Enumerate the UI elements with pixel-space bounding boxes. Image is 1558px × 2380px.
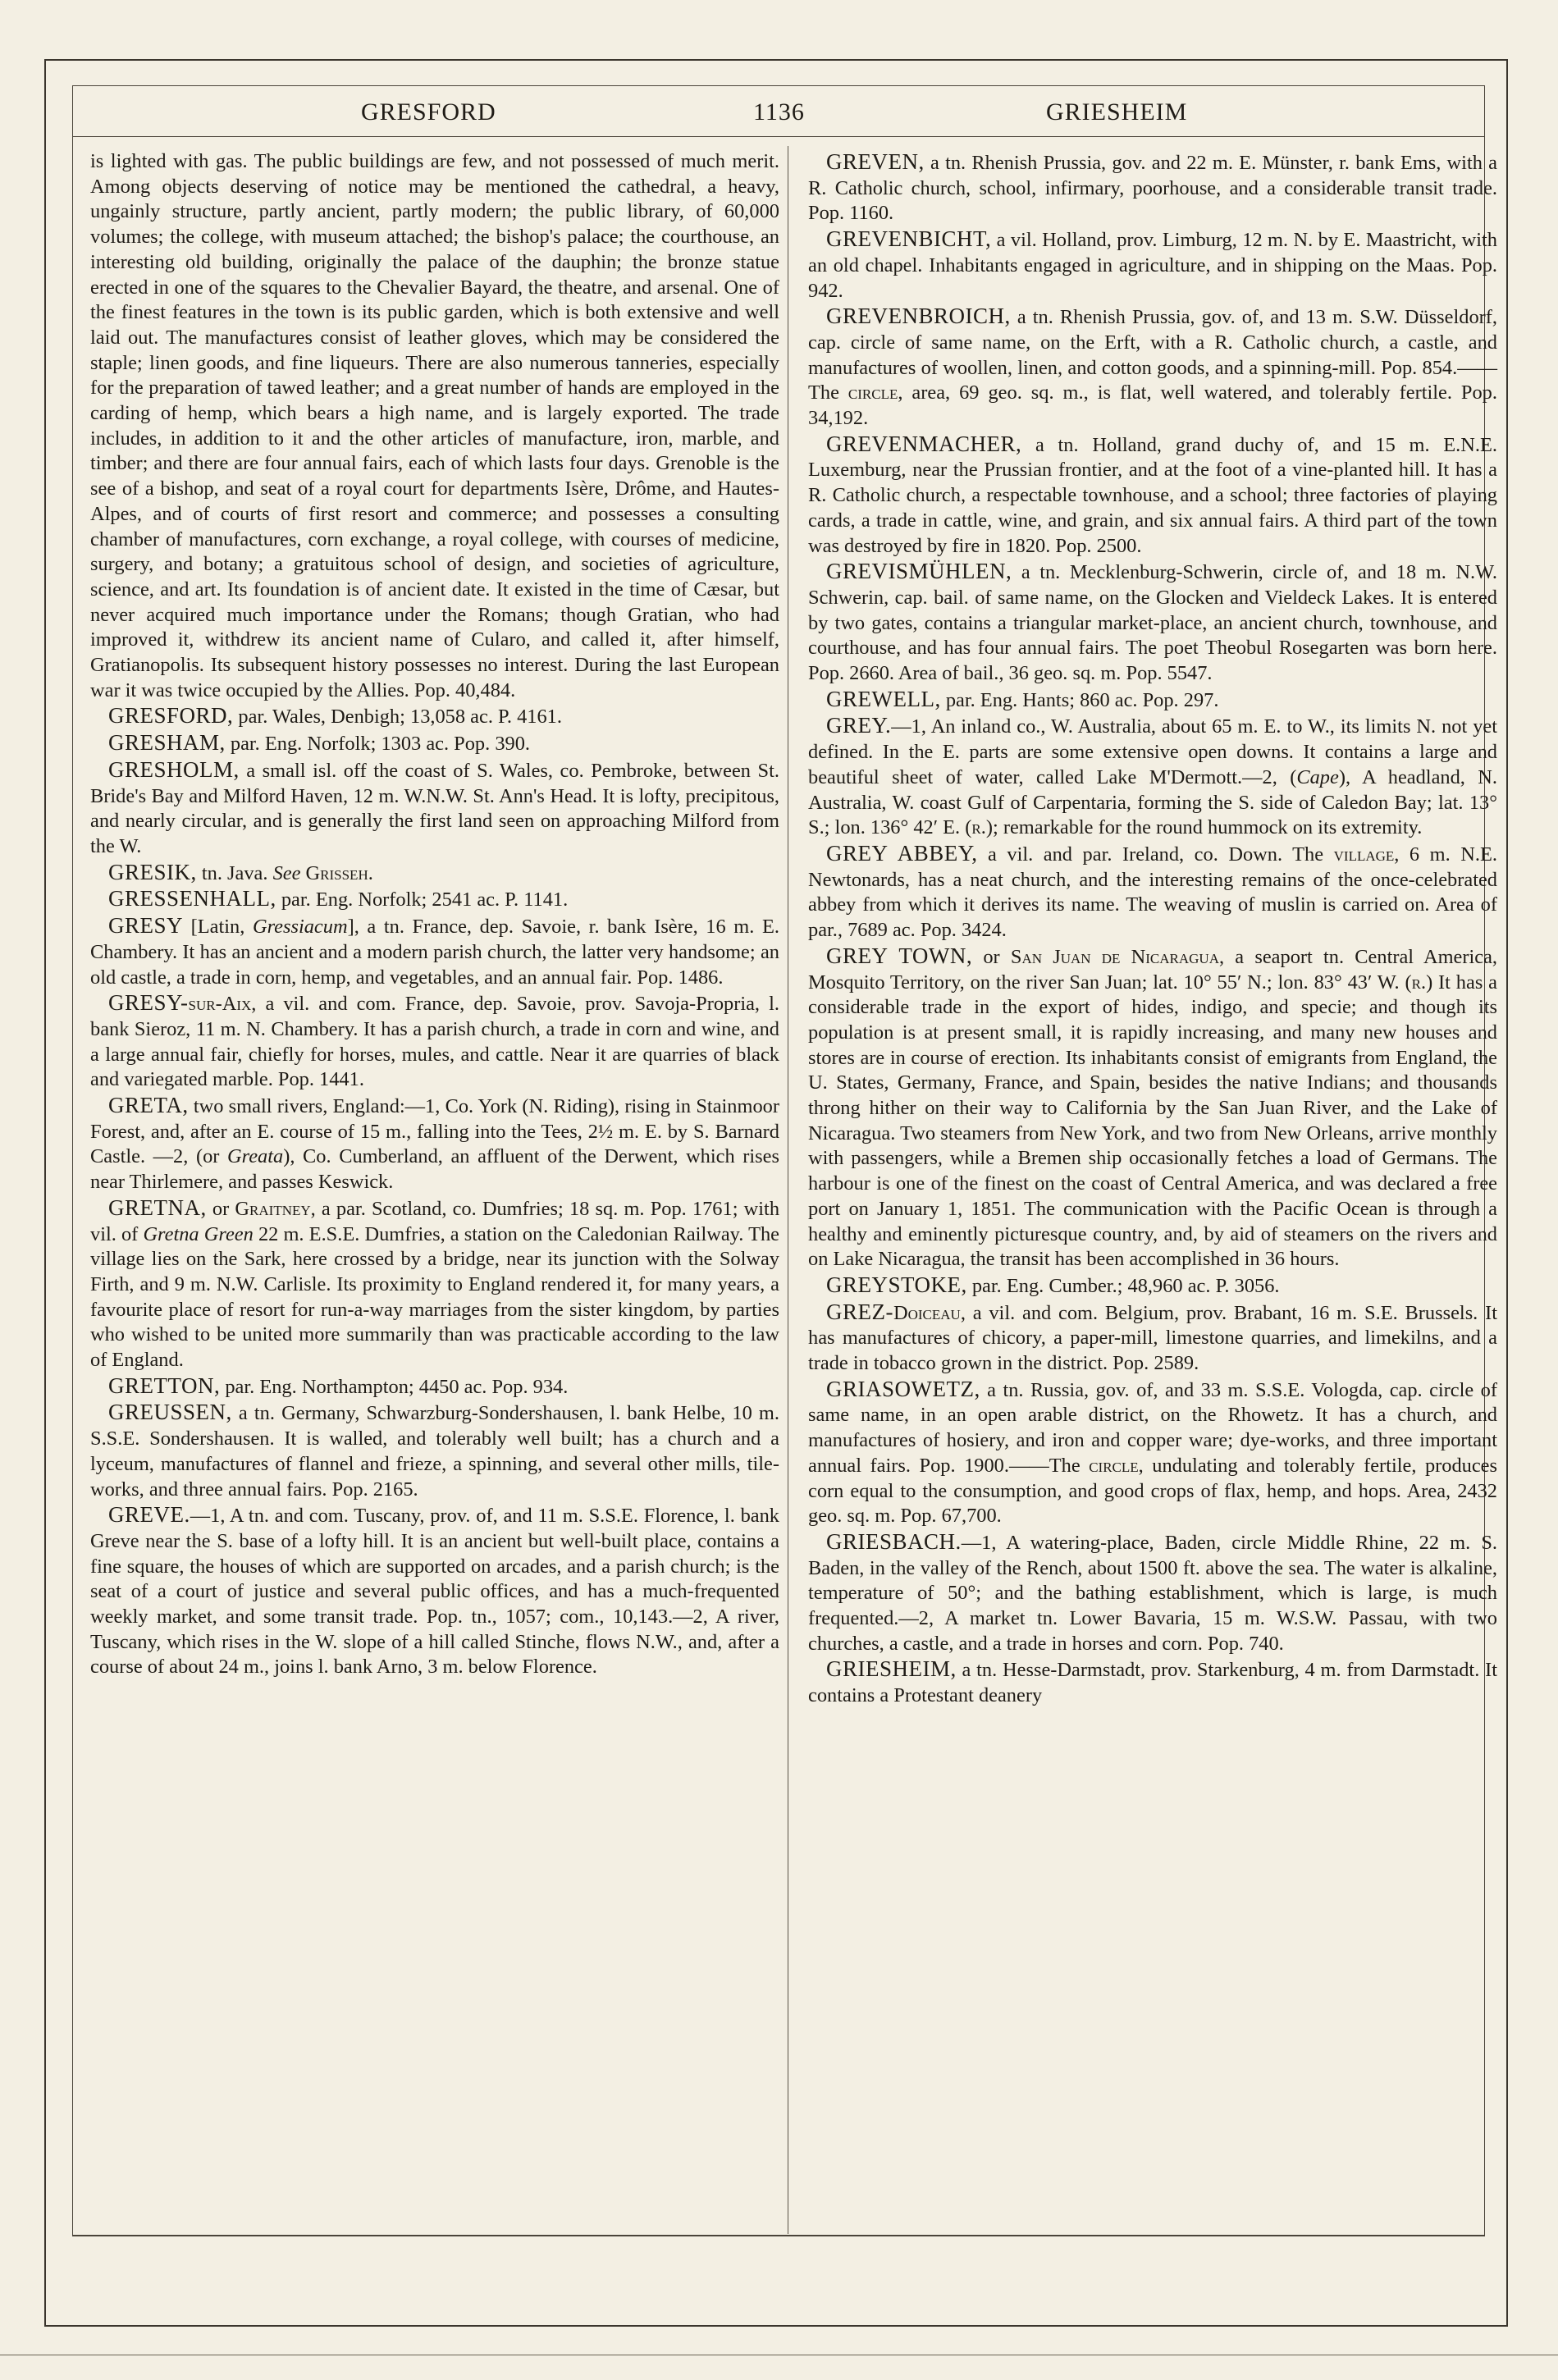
entry-text: ), Co. Cumberland, an affluent of the Derwent, which rises near Thirlemere, and passes Keswick. xyxy=(90,1145,779,1194)
entry-text: —1, A watering-place, Baden, circle Middle Rhine, 22 m. S. Baden, in the valley of the Rench, about 1500 ft. above the sea. The water is alkaline, temperature of 50°; and the bathing establishment, which is large, is much frequented.—2, A market tn. Lower Bavaria, 15 m. W.S.W. Passau, with two churches, a castle, and a trade in horses and corn. Pop. 740. xyxy=(808,1531,1497,1655)
headword: GRETNA, xyxy=(108,1195,207,1220)
footer-rule xyxy=(72,2235,1485,2236)
headword: GRIESHEIM, xyxy=(826,1656,957,1682)
headword: GRESSENHALL, xyxy=(108,886,276,911)
entry-text: a tn. Hesse-Darmstadt, prov. Starkenburg, 4 m. from Darmstadt. It contains a Protestant deanery xyxy=(808,1659,1497,1707)
headword: GREZ- xyxy=(826,1299,893,1324)
entry-gressenhall xyxy=(90,886,779,913)
headword: GRESIK, xyxy=(108,859,197,884)
entry-text: par. Eng. Northampton; 4450 ac. Pop. 934. xyxy=(220,1375,569,1398)
entry-gresik xyxy=(90,860,779,887)
entry-grevenbroich xyxy=(808,304,1497,432)
headword: GRESFORD, xyxy=(108,703,234,729)
alt-name: San Juan de Nicaragua, xyxy=(1010,945,1225,968)
headword: GREY ABBEY, xyxy=(826,840,978,866)
entry-text: a tn. Russia, gov. of, and 33 m. S.S.E. Vologda, cap. circle of same name, in an open arable district, on the Rhowetz. It has a church, and manufactures of hosiery, and iron and copper ware; dye-works, and three important annual fairs. Pop. 1900.——The xyxy=(808,1378,1497,1477)
latin-name: Gressiacum xyxy=(252,916,348,939)
headword: GREVE. xyxy=(108,1502,190,1528)
entry-text: a tn. Mecklenburg-Schwerin, circle of, and 18 m. N.W. Schwerin, cap. bail. of same name, on the Glocken and Vieldeck Lakes. It is entered by two gates, contains a triangular market-place, an ancient church, townhouse, and courthouse, and has four annual fairs. The poet Theobul Rosegarten was born here. Pop. 2660. Area of bail., 36 geo. sq. m. Pop. 5547. xyxy=(808,561,1497,685)
entry-greta xyxy=(90,1093,779,1195)
alt-name: Greata xyxy=(227,1145,284,1168)
entry-grey-town xyxy=(808,943,1497,1272)
entry-text: a vil. Holland, prov. Limburg, 12 m. N. by E. Maastricht, with an old chapel. Inhabitants engaged in agriculture, and in shipping on the Maas. Pop. 942. xyxy=(808,229,1497,302)
entry-greussen xyxy=(90,1400,779,1502)
entry-text: or xyxy=(206,1197,235,1220)
circle-label: circle, xyxy=(1089,1454,1144,1477)
entry-gretton xyxy=(90,1373,779,1400)
cape-label: Cape xyxy=(1296,765,1339,788)
entry-grevenmacher xyxy=(808,432,1497,560)
running-head-left: GRESFORD xyxy=(361,98,496,126)
entry-gresholm xyxy=(90,757,779,860)
headword: GRETA, xyxy=(108,1093,189,1118)
entry-text: tn. Java. xyxy=(196,861,273,884)
entry-text: a tn. Rhenish Prussia, gov. of, and 13 m. S.W. Düsseldorf, cap. circle of same name, on the Erft, with a R. Catholic church, a castle, and manufactures of woollen, linen, and cotton goods, and a spinning-mill. Pop. 854.——The xyxy=(808,306,1497,404)
reference-mark: r. xyxy=(971,816,986,839)
entry-gretna xyxy=(90,1195,779,1373)
entry-text: undulating and tolerably fertile, produces corn equal to the consumption, and good crops of flax, hemp, and hops. Area, 2432 geo. sq. m. Pop. 67,700. xyxy=(808,1454,1497,1528)
headword: GRETTON, xyxy=(108,1373,221,1398)
headword: GREVENBROICH, xyxy=(826,304,1011,329)
headword: GREYSTOKE, xyxy=(826,1272,967,1297)
headword: GREY. xyxy=(826,713,892,738)
header-rule xyxy=(72,136,1485,137)
entry-text: a seaport tn. Central America, Mosquito Territory, on the river San Juan; lat. 10° 55′ N.; lon. 83° 43′ W. ( xyxy=(808,945,1498,994)
entry-text: ); remarkable for the round hummock on its extremity. xyxy=(985,816,1423,839)
entry-text: or xyxy=(972,945,1011,968)
headword: GREVENBICHT, xyxy=(826,226,992,252)
entry-gresy xyxy=(90,913,779,990)
headword: GRIESBACH. xyxy=(826,1528,962,1554)
headword: GREUSSEN, xyxy=(108,1400,232,1425)
circle-label: circle, xyxy=(848,381,903,404)
headword: GRESY- xyxy=(108,990,189,1016)
headword: GREVENMACHER, xyxy=(826,431,1022,456)
page-number: 1136 xyxy=(753,98,805,126)
entry-grey-abbey xyxy=(808,841,1497,943)
see-reference: See xyxy=(272,861,301,884)
entry-text: a par. Scotland, co. Dumfries; 18 sq. m. Pop. 1761; with vil. of xyxy=(90,1197,780,1245)
entry-text: par. Eng. Hants; 860 ac. Pop. 297. xyxy=(940,688,1219,711)
entry-text: two small rivers, England:—1, Co. York (N. Riding), rising in Stainmoor Forest, and, after an E. course of 15 m., falling into the Tees, 2½ m. E. by S. Barnard Castle. —2, (or xyxy=(90,1095,779,1168)
entry-greve xyxy=(90,1502,779,1680)
grenoble-continuation: is lighted with gas. The public buildings are few, and not possessed of much merit. Among objects deserving of notice may be mentioned the cathedral, a heavy, ungainly structure, partly ancient, partly modern; the public library, of 60,000 volumes; the college, with museum attached; the bishop's palace; the courthouse, an interesting old building, originally the palace of the dauphin; the bronze statue erected in one of the squares to the Chevalier Bayard, the theatre, and arsenal. One of the finest features in the town is its public garden, which is both extensive and well laid out. The manufactures consist of leather gloves, which may be considered the staple; linen goods, and fine liqueurs. There are also numerous tanneries, especially for the preparation of tawed leather; and a great number of hands are employed in the carding of hemp, which bears a high name, and is largely exported. The trade includes, in addition to it and the other articles of manufacture, iron, marble, and timber; and there are four annual fairs, each of which lasts four days. Grenoble is the see of a bishop, and seat of a royal court for departments Isère, Drôme, and Hautes-Alpes, and of courts of first resort and commerce; and possesses a consulting chamber of manufactures, corn exchange, a royal college, with courses of medicine, surgery, and botany; a gratuitous school of design, and societies of agriculture, science, and art. Its foundation is of ancient date. It existed in the time of Cæsar, but never acquired much importance under the Romans; though Gratian, who had improved it, withdrew its ancient name of Cularo, and called it, after himself, Gratianopolis. Its subsequent history possesses no interest. During the last European war it was twice occupied by the Allies. Pop. 40,484. xyxy=(90,150,779,701)
entry-text: —1, An inland co., W. Australia, about 65 m. E. to W., its limits N. not yet defined. In the E. parts are some extensive open downs. It contains a large and beautiful sheet of water, called Lake M'Dermott.—2, ( xyxy=(808,715,1497,788)
entry-grewell xyxy=(808,687,1497,714)
right-column xyxy=(808,149,1497,1709)
headword: GRESHAM, xyxy=(108,730,226,756)
entry-text: a small isl. off the coast of S. Wales, co. Pembroke, between St. Bride's Bay and Milford Haven, 12 m. W.N.W. St. Ann's Head. It is lofty, precipitous, and nearly circular, and is generally the first land seen on approaching Milford from the W. xyxy=(90,759,779,857)
running-head-right: GRIESHEIM xyxy=(1046,98,1188,126)
headword-suffix: Doiceau, xyxy=(893,1301,966,1324)
entry-text: ], a tn. France, dep. Savoie, r. bank Isère, 16 m. E. Chambery. It has an ancient and a modern parish church, the latter very handsome; an old castle, a trade in corn, hemp, and vegetables, and an annual fair. Pop. 1486. xyxy=(90,916,779,989)
entry-griasowetz xyxy=(808,1377,1497,1529)
entry-text: par. Eng. Norfolk; 1303 ac. Pop. 390. xyxy=(225,733,531,756)
entry-griesbach xyxy=(808,1529,1497,1657)
headword: GREVISMÜHLEN, xyxy=(826,559,1012,584)
entry-gresy-sur-aix xyxy=(90,990,779,1093)
entry-gresham xyxy=(90,730,779,757)
entry-text: a vil. and com. France, dep. Savoie, prov. Savoja-Propria, l. bank Sieroz, 11 m. N. Chambery. It has a parish church, a trade in corn and wine, and a large annual fair, chiefly for horses, mules, and cattle. Near it are quarries of black and variegated marble. Pop. 1441. xyxy=(90,993,779,1091)
headword: GREVEN, xyxy=(826,149,925,174)
entry-grez-doiceau xyxy=(808,1300,1497,1377)
entry-grey xyxy=(808,713,1497,841)
entry-text: par. Eng. Cumber.; 48,960 ac. P. 3056. xyxy=(966,1274,1280,1297)
entry-text: ), A headland, N. Australia, W. coast Gulf of Carpentaria, forming the S. side of Caledon Bay; lat. 13° S.; lon. 136° 42′ E. ( xyxy=(808,765,1497,839)
reference-mark: r. xyxy=(1411,971,1427,994)
cross-reference: Grisseh. xyxy=(300,861,373,884)
village-label: village, xyxy=(1333,843,1400,866)
entry-text: area, 69 geo. sq. m., is flat, well watered, and tolerably fertile. Pop. 34,192. xyxy=(808,381,1497,430)
running-header xyxy=(82,98,1477,131)
entry-text: ) It has a considerable trade in the export of hides, indigo, and specie; and though its population is at present small, it is rapidly increasing, and many new houses and stores are in course of erection. Its inhabitants consist of emigrants from England, the U. States, Germany, France, and Spain, besides the native Indians; and thousands throng hither on their way to California by the San Juan River, and the Lake of Nicaragua. Two steamers from New York, and two from New Orleans, arrive monthly with passengers, while a Bremen ship occasionally fetches a load of Germans. The harbour is one of the finest on the coast of Central America, and was declared a free port on January 1, 1851. The communication with the Pacific Ocean is through a healthy and eminently picturesque country, and, by aid of steamers on the rivers and on Lake Nicaragua, the transit has been accomplished in 36 hours. xyxy=(808,971,1497,1271)
entry-grevenbicht xyxy=(808,226,1497,304)
headword: GRIASOWETZ, xyxy=(826,1376,980,1401)
entry-grevismuhlen xyxy=(808,559,1497,687)
headword-suffix: sur-Aix, xyxy=(188,993,257,1016)
entry-text: a tn. Holland, grand duchy of, and 15 m. E.N.E. Luxemburg, near the Prussian frontier, and at the foot of a vine-planted hill. It has a R. Catholic church, a respectable townhouse, and a school; three factories of playing cards, a trade in cattle, wine, and grain, and six annual fairs. A third part of the town was destroyed by fire in 1820. Pop. 2500. xyxy=(808,433,1497,557)
left-column xyxy=(90,149,779,1680)
entry-griesheim xyxy=(808,1656,1497,1708)
entry-gresford xyxy=(90,703,779,730)
entry-text: par. Eng. Norfolk; 2541 ac. P. 1141. xyxy=(276,889,569,911)
alt-name: Graitney, xyxy=(235,1197,316,1220)
entry-text: 6 m. N.E. Newtonards, has a neat church, and the interesting remains of the once-celebrated abbey from which it derives its name. The weaving of muslin is carried on. Area of par., 7689 ac. Pop. 3424. xyxy=(808,843,1497,942)
headword: GRESY xyxy=(108,913,184,939)
entry-text: [Latin, xyxy=(183,916,253,939)
entry-text: a tn. Germany, Schwarzburg-Sondershausen, l. bank Helbe, 10 m. S.S.E. Sondershausen. It is walled, and tolerably well built; has a church and a lyceum, manufactures of flannel and frieze, a spinning, and several other mills, tile-works, and three annual fairs. Pop. 2165. xyxy=(90,1402,779,1501)
entry-text: a tn. Rhenish Prussia, gov. and 22 m. E. Münster, r. bank Ems, with a R. Catholic church, school, infirmary, poorhouse, and a considerable transit trade. Pop. 1160. xyxy=(808,152,1497,225)
headword: GRESHOLM, xyxy=(108,756,240,782)
entry-greven xyxy=(808,149,1497,226)
entry-text: 22 m. E.S.E. Dumfries, a station on the Caledonian Railway. The village lies on the Sark, here crossed by a bridge, near its junction with the Solway Firth, and 9 m. N.W. Carlisle. Its proximity to England rendered it, for many years, a favourite place of resort for run-a-way marriages from the sister kingdom, by parties who wished to be united more summarily than was practicable according to the law of England. xyxy=(90,1222,779,1372)
entry-text: a vil. and com. Belgium, prov. Brabant, 16 m. S.E. Brussels. It has manufactures of chicory, a paper-mill, limestone quarries, and limekilns, and a trade in tobacco grown in the district. Pop. 2589. xyxy=(808,1301,1497,1375)
entry-text: —1, A tn. and com. Tuscany, prov. of, and 11 m. S.S.E. Florence, l. bank Greve near the S. base of a lofty hill. It is an ancient but well-built place, contains a fine square, the houses of which are supported on arcades, and a parish church; is the seat of a court of justice and several public offices, and has a much-frequented weekly market, and some transit trade. Pop. tn., 1057; com., 10,143.—2, A river, Tuscany, which rises in the W. slope of a hill called Stinche, flows N.W., and, after a course of about 24 m., joins l. bank Arno, 3 m. below Florence. xyxy=(90,1505,779,1679)
village-name: Gretna Green xyxy=(143,1222,254,1245)
entry-greystoke xyxy=(808,1272,1497,1300)
entry-text: par. Wales, Denbigh; 13,058 ac. P. 4161. xyxy=(233,706,562,729)
headword: GREY TOWN, xyxy=(826,943,973,968)
headword: GREWELL, xyxy=(826,686,941,711)
entry-text: a vil. and par. Ireland, co. Down. The xyxy=(977,843,1334,866)
